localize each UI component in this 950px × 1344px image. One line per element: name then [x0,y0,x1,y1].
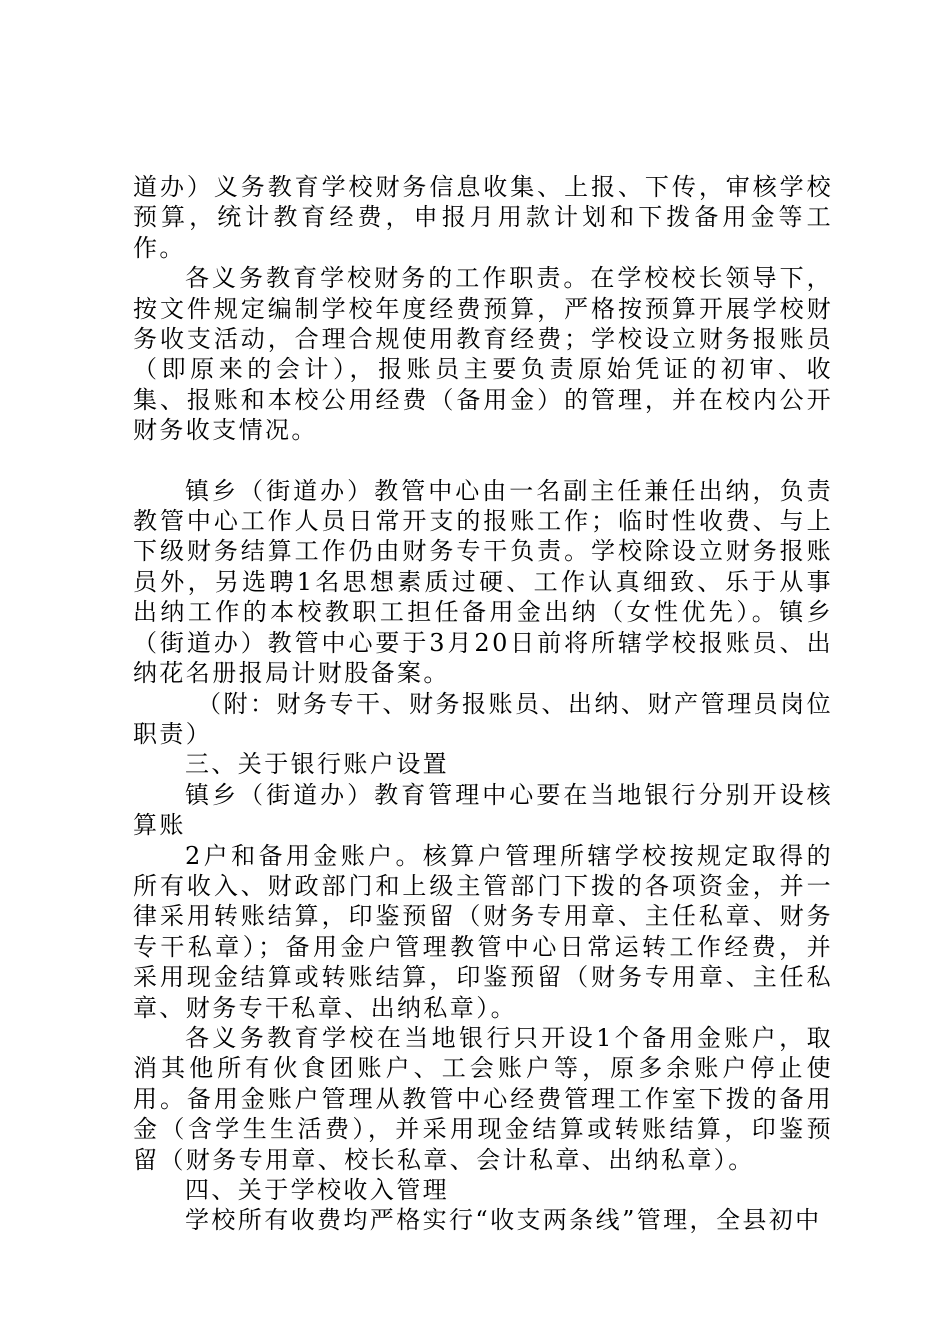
section-heading-income: 四、关于学校收入管理 [185,1176,449,1204]
paragraph-bank-accounts-detail: 2户和备用金账户。核算户管理所辖学校按规定取得的所有收入、财政部门和上级主管部门下拨的各项资金，并一律采用转账结算，印鉴预留（财务专用章、主任私章、财务专干私章）；备用金户管理教管中心日常运转工作经费，并采用现金结算或转账结算，印鉴预留（财务专用章、主任私章、财务专干私章、出纳私章）。 [133,841,833,1022]
paragraph-gap [133,446,833,476]
paragraph-cashier-setup: 镇乡（街道办）教管中心由一名副主任兼任出纳，负责教管中心工作人员日常开支的报账工作；临时性收费、与上下级财务结算工作仍由财务专干负责。学校除设立财务报账员外，另选聘1名思想素质过硬、工作认真细致、乐于从事出纳工作的本校教职工担任备用金出纳（女性优先）。镇乡（街道办）教管中心要于3月20日前将所辖学校报账员、出纳花名册报局计财股备案。 [133,476,833,688]
paragraph-income-management: 学校所有收费均严格实行“收支两条线”管理，全县初中 [185,1206,822,1235]
paragraph-school-duties: 各义务教育学校财务的工作职责。在学校校长领导下，按文件规定编制学校年度经费预算，严格按预算开展学校财务收支活动，合理合规使用教育经费；学校设立财务报账员（即原来的会计），报账员主要负责原始凭证的初审、收集、报账和本校公用经费（备用金）的管理，并在校内公开财务收支情况。 [133,264,833,445]
paragraph-attachment-note: （附：财务专干、财务报账员、出纳、财产管理员岗位职责） [133,689,833,748]
paragraph-school-accounts: 各义务教育学校在当地银行只开设1个备用金账户，取消其他所有伙食团账户、工会账户等，原多余账户停止使用。备用金账户管理从教管中心经费管理工作室下拨的备用金（含学生生活费），并采用现金结算或转账结算，印鉴预留（财务专用章、校长私章、会计私章、出纳私章）。 [133,1023,833,1174]
paragraph-bank-accounts-line: 镇乡（街道办）教育管理中心要在当地银行分别开设核算账 [133,780,833,840]
section-heading-bank-accounts: 三、关于银行账户设置 [185,750,449,779]
document-page [133,172,833,1236]
paragraph-duty-intro: 道办）义务教育学校财务信息收集、上报、下传，审核学校预算，统计教育经费，申报月用款计划和下拨备用金等工作。 [133,173,833,262]
